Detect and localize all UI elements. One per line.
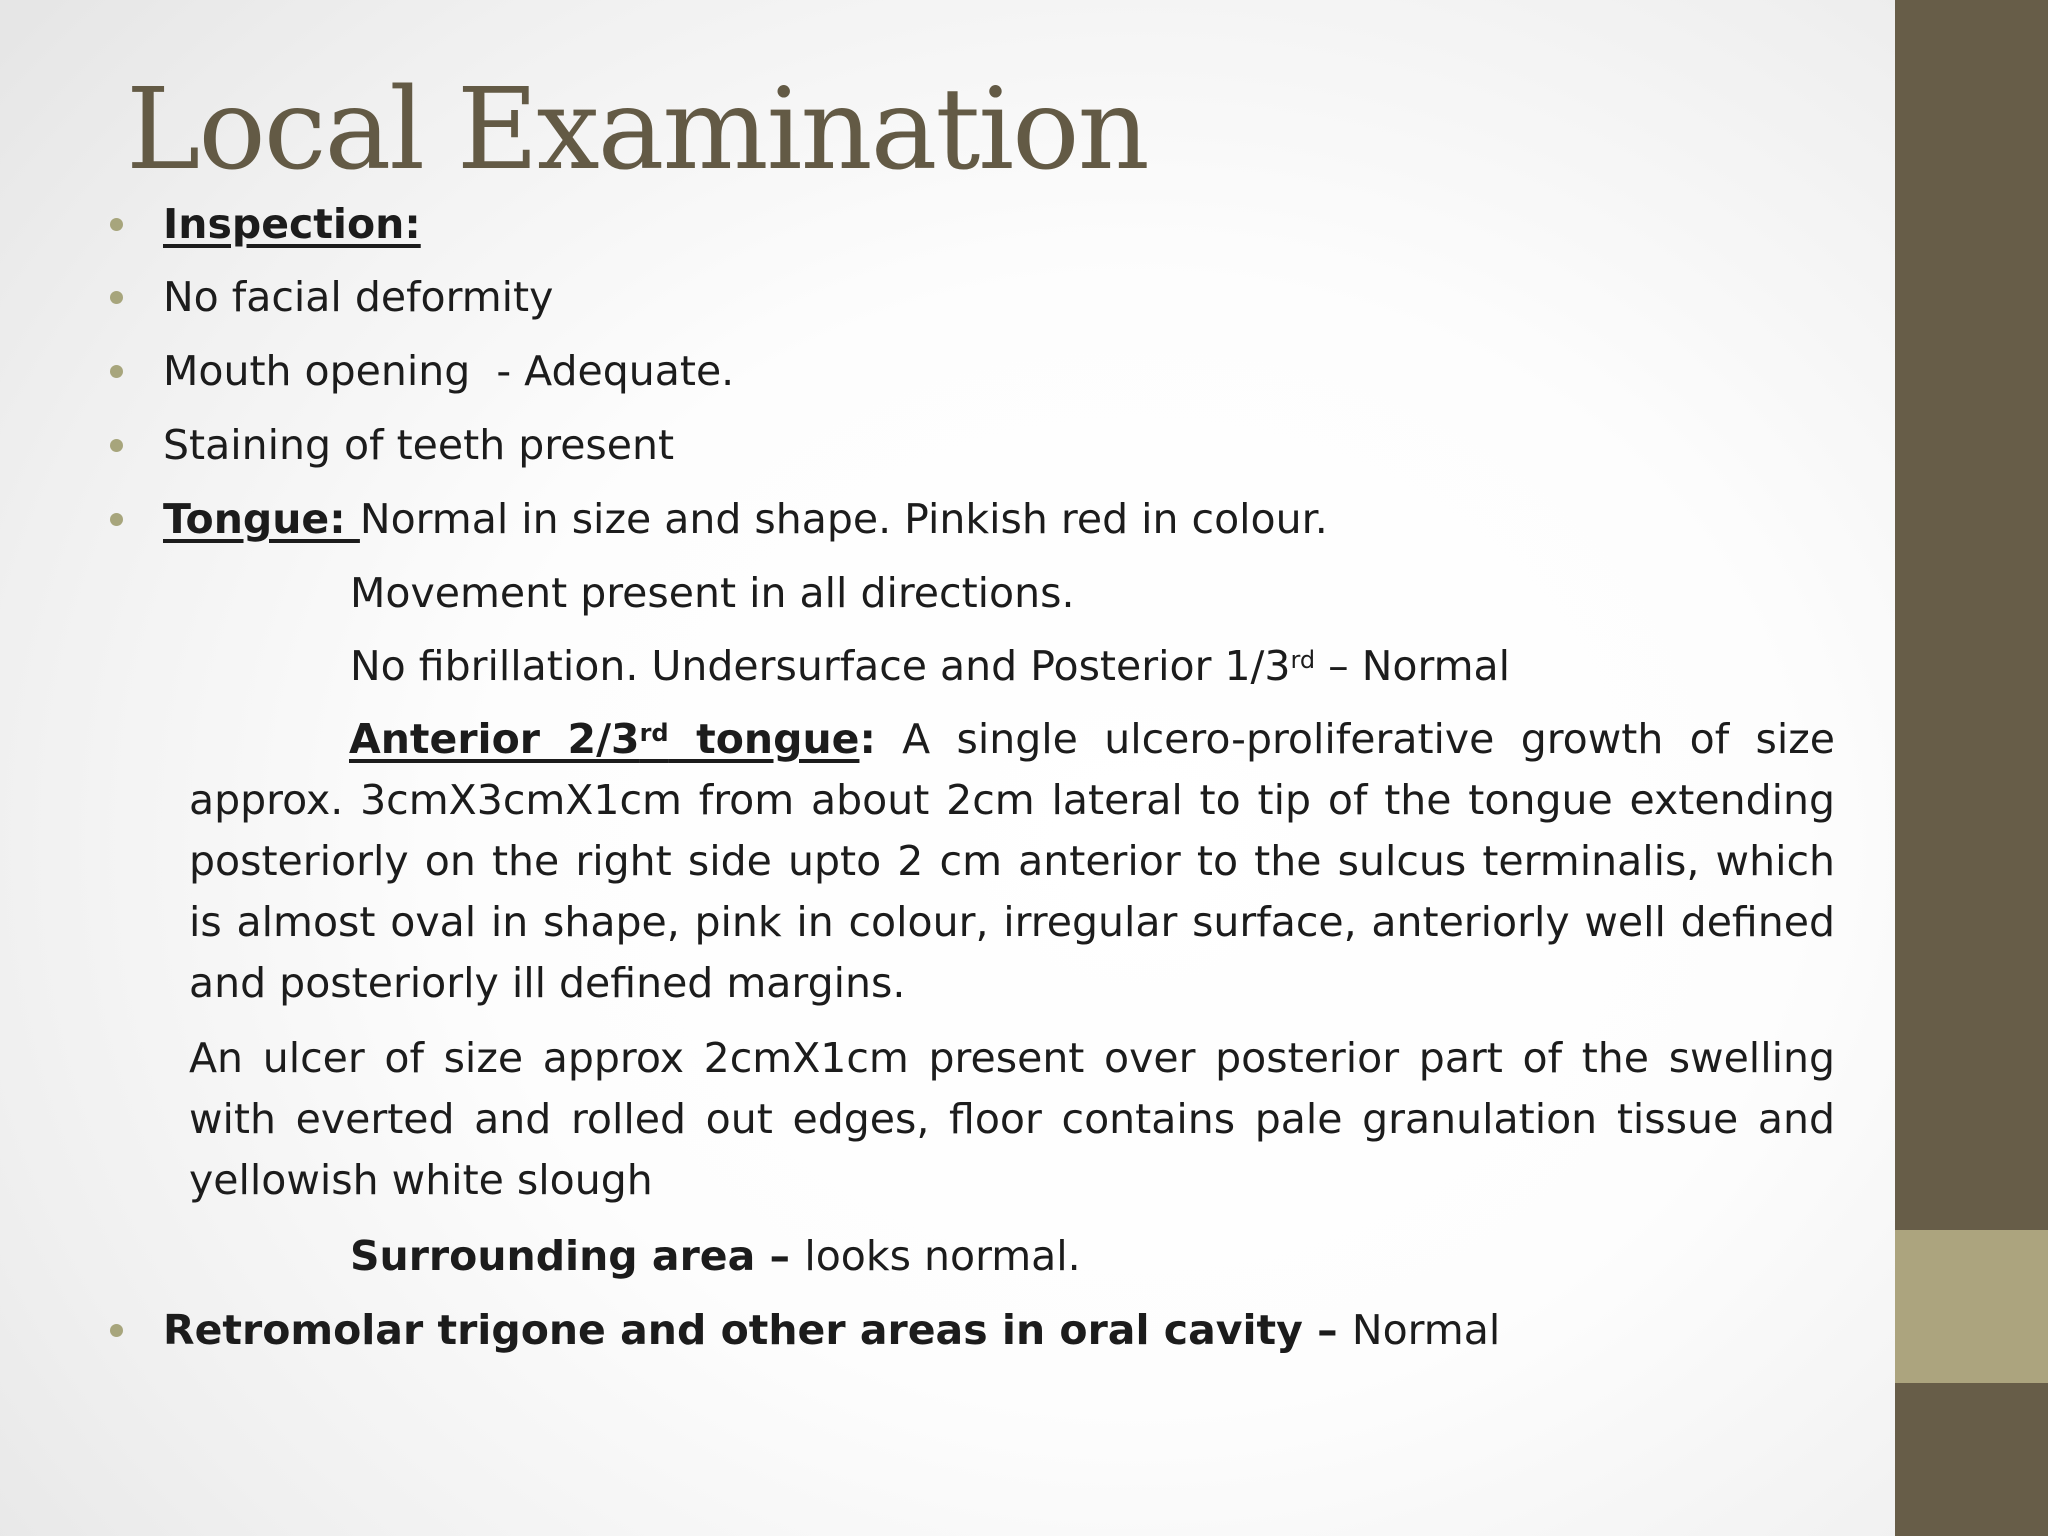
list-item-mouth-opening: Mouth opening - Adequate.	[163, 347, 735, 395]
list-item-tongue	[163, 489, 1328, 549]
list-item-facial-deformity: No facial deformity	[163, 273, 554, 321]
surrounding-label: Surrounding area –	[350, 1232, 805, 1280]
surrounding-text: looks normal.	[804, 1232, 1081, 1280]
anterior-colon: :	[859, 715, 876, 763]
list-item-retromolar	[163, 1300, 1500, 1360]
bullet-marker	[110, 341, 132, 401]
list-item-staining: Staining of teeth present	[163, 421, 675, 469]
bullet-marker	[110, 415, 132, 475]
ulcer-paragraph: An ulcer of size approx 2cmX1cm present over posterior part of the swelling with everted and rolled out edges, floor contains pale granulation tissue and yellowish white slough	[189, 1034, 1835, 1204]
retromolar-label: Retromolar trigone and other areas in oral cavity –	[163, 1306, 1352, 1354]
bullet-marker	[110, 489, 132, 549]
list-item-inspection	[163, 194, 421, 254]
tongue-fibrillation	[350, 636, 1510, 696]
inspection-heading: Inspection:	[163, 200, 421, 248]
sidebar-band-bottom	[1895, 1383, 2048, 1536]
bullet-marker	[110, 194, 132, 254]
anterior-tongue-paragraph	[189, 709, 1835, 1014]
surrounding-area	[350, 1226, 1081, 1286]
fibrillation-text: No fibrillation. Undersurface and Posterior 1/3	[350, 642, 1291, 690]
sidebar-band-top	[1895, 0, 2048, 1230]
bullet-marker	[110, 1300, 132, 1360]
tongue-movement: Movement present in all directions.	[350, 569, 1075, 617]
tongue-label: Tongue:	[163, 495, 360, 543]
tongue-text: Normal in size and shape. Pinkish red in colour.	[359, 495, 1328, 543]
anterior-tongue-label: Anterior 2/3rd tongue	[349, 715, 860, 763]
anterior-tongue-text: A single ulcero-proliferative growth of size approx. 3cmX3cmX1cm from about 2cm lateral to tip of the tongue extending posteriorly on the right side upto 2 cm anterior to the sulcus terminalis, which is almost oval in shape, pink in colour, irregular surface, anteriorly well defined and posteriorly ill defined margins.	[189, 715, 1836, 1007]
retromolar-text: Normal	[1351, 1306, 1501, 1354]
fibrillation-result: – Normal	[1315, 642, 1511, 690]
fibrillation-superscript: rd	[1290, 646, 1316, 674]
bullet-marker	[110, 267, 132, 327]
sidebar-band-accent	[1895, 1230, 2048, 1383]
slide-title: Local Examination	[126, 65, 1148, 195]
